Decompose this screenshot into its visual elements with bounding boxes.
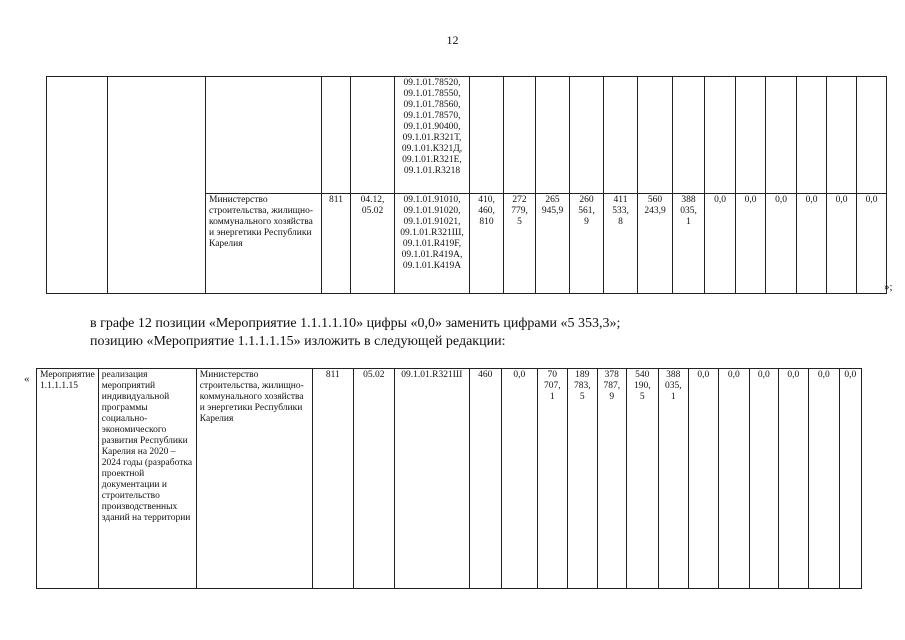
amount-part: 5: [639, 392, 645, 402]
amount-part: 540: [635, 370, 650, 380]
amount-part: 9: [609, 392, 615, 402]
amount-cell: 0,0: [766, 194, 797, 294]
grbs-cell: 811: [312, 369, 353, 589]
table-cell: [705, 77, 736, 194]
vr-line: 460,: [478, 206, 495, 216]
table-cell: [47, 77, 108, 294]
table-cell: [470, 77, 504, 194]
amount-part: 1: [549, 392, 555, 402]
amount-cell: [658, 369, 688, 589]
amount-cell: [504, 194, 536, 294]
amount-cell: 0,0: [778, 369, 808, 589]
amount-cell: 0,0: [688, 369, 718, 589]
table-cell: [570, 77, 604, 194]
amount-cell: 0,0: [705, 194, 736, 294]
amount-part: 1: [670, 392, 676, 402]
budget-code: 09.1.01.R419F,: [402, 239, 462, 249]
budget-code: 09.1.01.78520,: [403, 78, 461, 88]
amount-part: 779,: [511, 206, 528, 216]
budget-code-cell: 09.1.01.R321Ш: [394, 369, 469, 589]
budget-table-continued: [46, 76, 887, 294]
table-cell: [797, 77, 827, 194]
amount-part: 560: [647, 195, 663, 205]
amount-cell: 0,0: [736, 194, 766, 294]
budget-table-new-measure: [36, 368, 862, 589]
amount-part: 189: [575, 370, 590, 380]
vr-cell: 460: [469, 369, 501, 589]
amount-part: 707,: [543, 381, 561, 391]
budget-code: 09.1.01.R3218: [403, 166, 461, 176]
table-cell: [536, 77, 570, 194]
amount-part: 5: [517, 217, 522, 227]
budget-code: 09.1.01.R419А,: [401, 250, 463, 260]
amount-part: 035,: [664, 381, 682, 391]
amount-cell: 0,0: [857, 194, 887, 294]
rzpr-cell: [351, 194, 395, 294]
amount-part: 9: [584, 217, 589, 227]
table-cell: [766, 77, 797, 194]
amount-cell: [673, 194, 705, 294]
table-cell: [638, 77, 673, 194]
amount-cell: 0,0: [749, 369, 778, 589]
table-cell: [827, 77, 857, 194]
budget-code: 09.1.01.R321Е,: [402, 155, 462, 165]
table-cell: [108, 77, 206, 294]
amount-part: 243,9: [644, 206, 666, 216]
amount-part: 783,: [573, 381, 591, 391]
amount-part: 561,: [578, 206, 595, 216]
budget-code-cell: [395, 77, 470, 194]
amount-cell: [536, 194, 570, 294]
amount-part: 035,: [680, 206, 697, 216]
amount-part: 388: [681, 195, 696, 205]
table-cell: [857, 77, 887, 194]
amount-cell: [626, 369, 658, 589]
executor-cell: Министерство строительства, жилищно-коммунального хозяйства и энергетики Республики Карелия: [206, 194, 322, 294]
amount-part: 260: [579, 195, 594, 205]
amendment-text-line-2: позицию «Мероприятие 1.1.1.1.15» изложить в следующей редакции:: [90, 334, 506, 349]
budget-code: 09.1.01.R321Т,: [402, 133, 462, 143]
table-cell: [673, 77, 705, 194]
closing-quote: »;: [884, 281, 893, 293]
amendment-text-line-1: в графе 12 позиции «Мероприятие 1.1.1.1.10» цифры «0,0» заменить цифрами «5 353,3»;: [90, 316, 621, 331]
rzpr-cell: 05.02: [353, 369, 394, 589]
amount-cell: [604, 194, 638, 294]
amount-cell: [638, 194, 673, 294]
measure-cell: Мероприятие 1.1.1.1.15: [37, 369, 99, 589]
amount-cell: [597, 369, 626, 589]
amount-part: 411: [613, 195, 628, 205]
budget-code: 09.1.01.К321Д,: [401, 144, 463, 154]
amount-cell: 0,0: [718, 369, 749, 589]
amount-cell: 0,0: [808, 369, 839, 589]
budget-code: 09.1.01.78560,: [403, 100, 461, 110]
amount-part: 8: [618, 217, 623, 227]
amount-part: 787,: [603, 381, 621, 391]
vr-line: 410,: [478, 195, 495, 205]
amount-part: 378: [604, 370, 619, 380]
amount-cell: 0,0: [839, 369, 861, 589]
amount-part: 5: [579, 392, 585, 402]
vr-line: 810: [479, 217, 494, 227]
rzpr-line: 04.12,: [360, 195, 385, 205]
amount-part: 1: [686, 217, 691, 227]
amount-cell: [570, 194, 604, 294]
amount-cell: 0,0: [501, 369, 537, 589]
table-cell: [736, 77, 766, 194]
table-cell: [351, 77, 395, 194]
executor-cell: Министерство строительства, жилищно-коммунального хозяйства и энергетики Республики Карелия: [196, 369, 312, 589]
table-row: [47, 77, 887, 194]
amount-part: 265: [545, 195, 560, 205]
page-number: 12: [446, 33, 459, 47]
amount-cell: [567, 369, 597, 589]
budget-code-cell: [395, 194, 470, 294]
amount-part: 945,9: [541, 206, 564, 216]
amount-part: 388: [666, 370, 681, 380]
budget-code: 09.1.01.78550,: [403, 89, 461, 99]
table-cell: [206, 77, 322, 194]
rzpr-line: 05.02: [361, 206, 384, 216]
amount-cell: 0,0: [827, 194, 857, 294]
description-cell: реализация мероприятий индивидуальной программы социально-экономического развития Республики Карелия на 2020 – 2024 годы (разработка проектной документации и строительство производственных зданий на территории: [98, 369, 196, 589]
amount-part: 533,: [612, 206, 629, 216]
opening-quote: «: [24, 373, 30, 385]
amount-cell: [537, 369, 567, 589]
table-cell: [504, 77, 536, 194]
table-cell: [604, 77, 638, 194]
budget-code: 09.1.01.R321Ш,: [400, 228, 464, 238]
budget-code: 09.1.01.91021,: [403, 217, 461, 227]
table-row: [37, 369, 862, 589]
amount-part: 70: [547, 370, 558, 380]
budget-code: 09.1.01.78570,: [403, 111, 461, 121]
amount-part: 190,: [633, 381, 651, 391]
table-cell: [322, 77, 351, 194]
budget-code: 09.1.01.91020,: [403, 206, 461, 216]
budget-code: 09.1.01.К419А: [402, 261, 462, 271]
budget-code: 09.1.01.91010,: [403, 195, 461, 205]
budget-code: 09.1.01.90400,: [403, 122, 461, 132]
amount-part: 272: [512, 195, 527, 205]
amount-cell: 0,0: [797, 194, 827, 294]
grbs-cell: 811: [322, 194, 351, 294]
vr-cell: [470, 194, 504, 294]
